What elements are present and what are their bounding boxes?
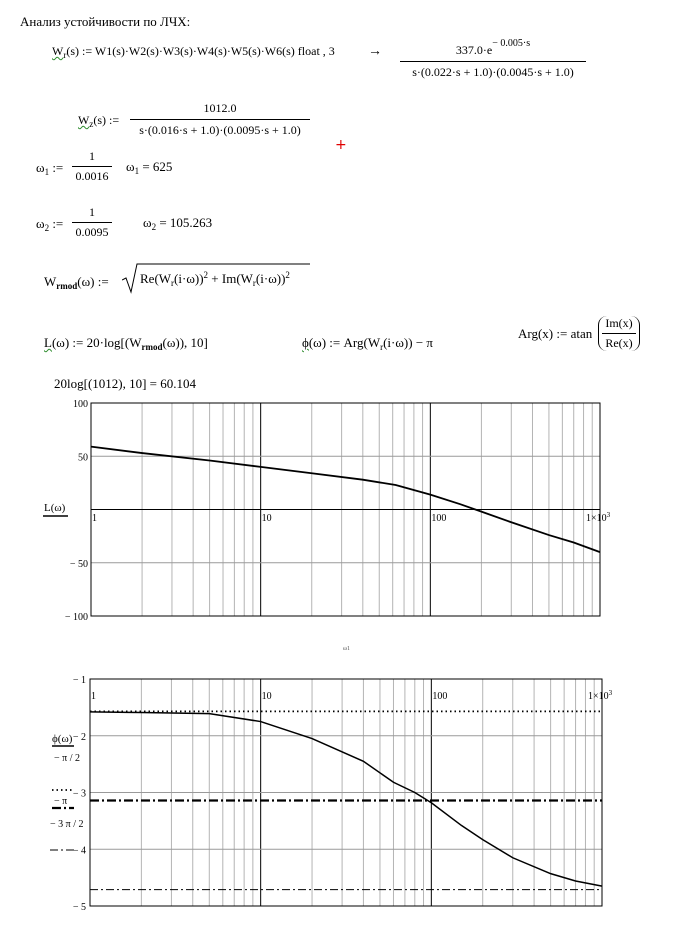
omega2-den: 0.0095 [75,225,109,239]
x-tick-exponent: 3 [608,689,613,697]
y-tick-label: − 3 [72,788,86,800]
wr-result [400,38,586,80]
x-tick-label: $1\times 10^3$ [588,689,613,702]
omega1-den: 0.0016 [75,169,109,183]
L-end: (ω)), 10] [162,335,208,350]
legend-three-half-pi-label: − 3 π / 2 [50,819,84,830]
phi-definition[interactable] [302,335,433,352]
wr-lhs: $W_r$ [52,44,67,60]
calc-result: 20log[(1012), 10] = 60.104 [54,376,197,391]
insertion-cursor-cross: + [335,137,347,153]
wz-num: 1012.0 [130,101,310,120]
legend-pi-label: − π [54,796,68,807]
wr-result-den: s·(0.022·s + 1.0)·(0.0045·s + 1.0) [412,65,574,79]
x-tick-label: $1\times 10^3$ [586,511,611,524]
y-axis-label: L(ω) [44,502,66,514]
L-text: (ω) := 20·log[(W [51,335,142,350]
L-sub: rmod [141,342,163,352]
symbolic-arrow: → [368,44,382,59]
wr-definition[interactable] [52,44,335,60]
omega2-num: 1 [72,205,112,223]
L-lhs: L [44,335,52,350]
y-tick-label: − 4 [72,845,86,857]
arg-definition[interactable] [518,326,592,342]
phi-end: (i·ω)) − π [383,335,433,350]
omega1-num: 1 [72,149,112,167]
wr-product: 1(s)·W2(s)·W3(s)·W4(s)·W5(s)·W6(s) float , 3 [106,44,335,58]
y-tick-label: 50 [78,452,88,464]
phi-sub: r [380,342,384,352]
legend-half-pi-label: − π / 2 [54,753,80,764]
x-tick-label: 1 [92,513,97,524]
y-tick-label: − 2 [72,731,86,743]
omega1-result: $\omega_1 = 625$ [126,159,173,176]
phi-text: (ω) := Arg(W [308,335,381,350]
arg-lhs: Arg(x) := atan [518,326,593,341]
x-tick-exponent: 3 [606,511,611,519]
omega2-result: $\omega_2 = 105.263$ [143,215,213,232]
wz-fraction [130,101,310,138]
series-line-1 [91,447,600,552]
wrmod-body: $Re(W_r(i\cdot\omega))^2 + Im(W_r(i\cdot\omega))^2$ [140,270,290,288]
x-tick-label: 1 [91,691,96,702]
phase-plot[interactable] [0,666,683,922]
x-tick-label: 10 [261,691,272,702]
x-tick-label: 10 [261,513,272,524]
wr-result-exp: − 0.005·s [492,38,531,49]
L-definition[interactable] [44,335,208,352]
wz-assign: (s) := [93,113,120,127]
wz-definition[interactable] [78,113,119,129]
arg-den: Re(x) [605,336,633,350]
y-tick-label: − 5 [72,902,86,913]
wr-assign: (s) := W [66,44,107,58]
x-tick-label: 100 [431,513,447,524]
omega2-fraction [72,205,112,240]
wz-den: s·(0.016·s + 1.0)·(0.0095·s + 1.0) [139,123,301,137]
omega1-definition[interactable]: $\omega_1$ := [36,160,64,177]
y-tick-label: − 50 [69,558,88,570]
y-tick-label: − 100 [64,612,88,623]
wz-lhs: $W_z$ [78,113,94,129]
wrmod-definition[interactable]: $W_{rmod}(\omega)$ := [44,274,109,291]
arg-fraction [598,316,640,351]
wr-result-num: 337.0·e [455,43,493,57]
omega2-definition[interactable]: $\omega_2$ := [36,216,64,233]
y-tick-label: − 1 [72,675,86,686]
series-line-1 [90,712,602,886]
x-tick-label: 100 [432,691,448,702]
y-tick-label: 100 [73,399,88,410]
tiny-mark: ω1 [343,646,350,652]
phi-lhs: ϕ [302,335,309,350]
omega1-fraction [72,149,112,184]
heading: Анализ устойчивости по ЛЧХ: [20,14,191,29]
arg-num: Im(x) [602,316,636,334]
legend-phi-label: ϕ(ω) [52,733,73,745]
magnitude-plot[interactable] [0,390,683,630]
